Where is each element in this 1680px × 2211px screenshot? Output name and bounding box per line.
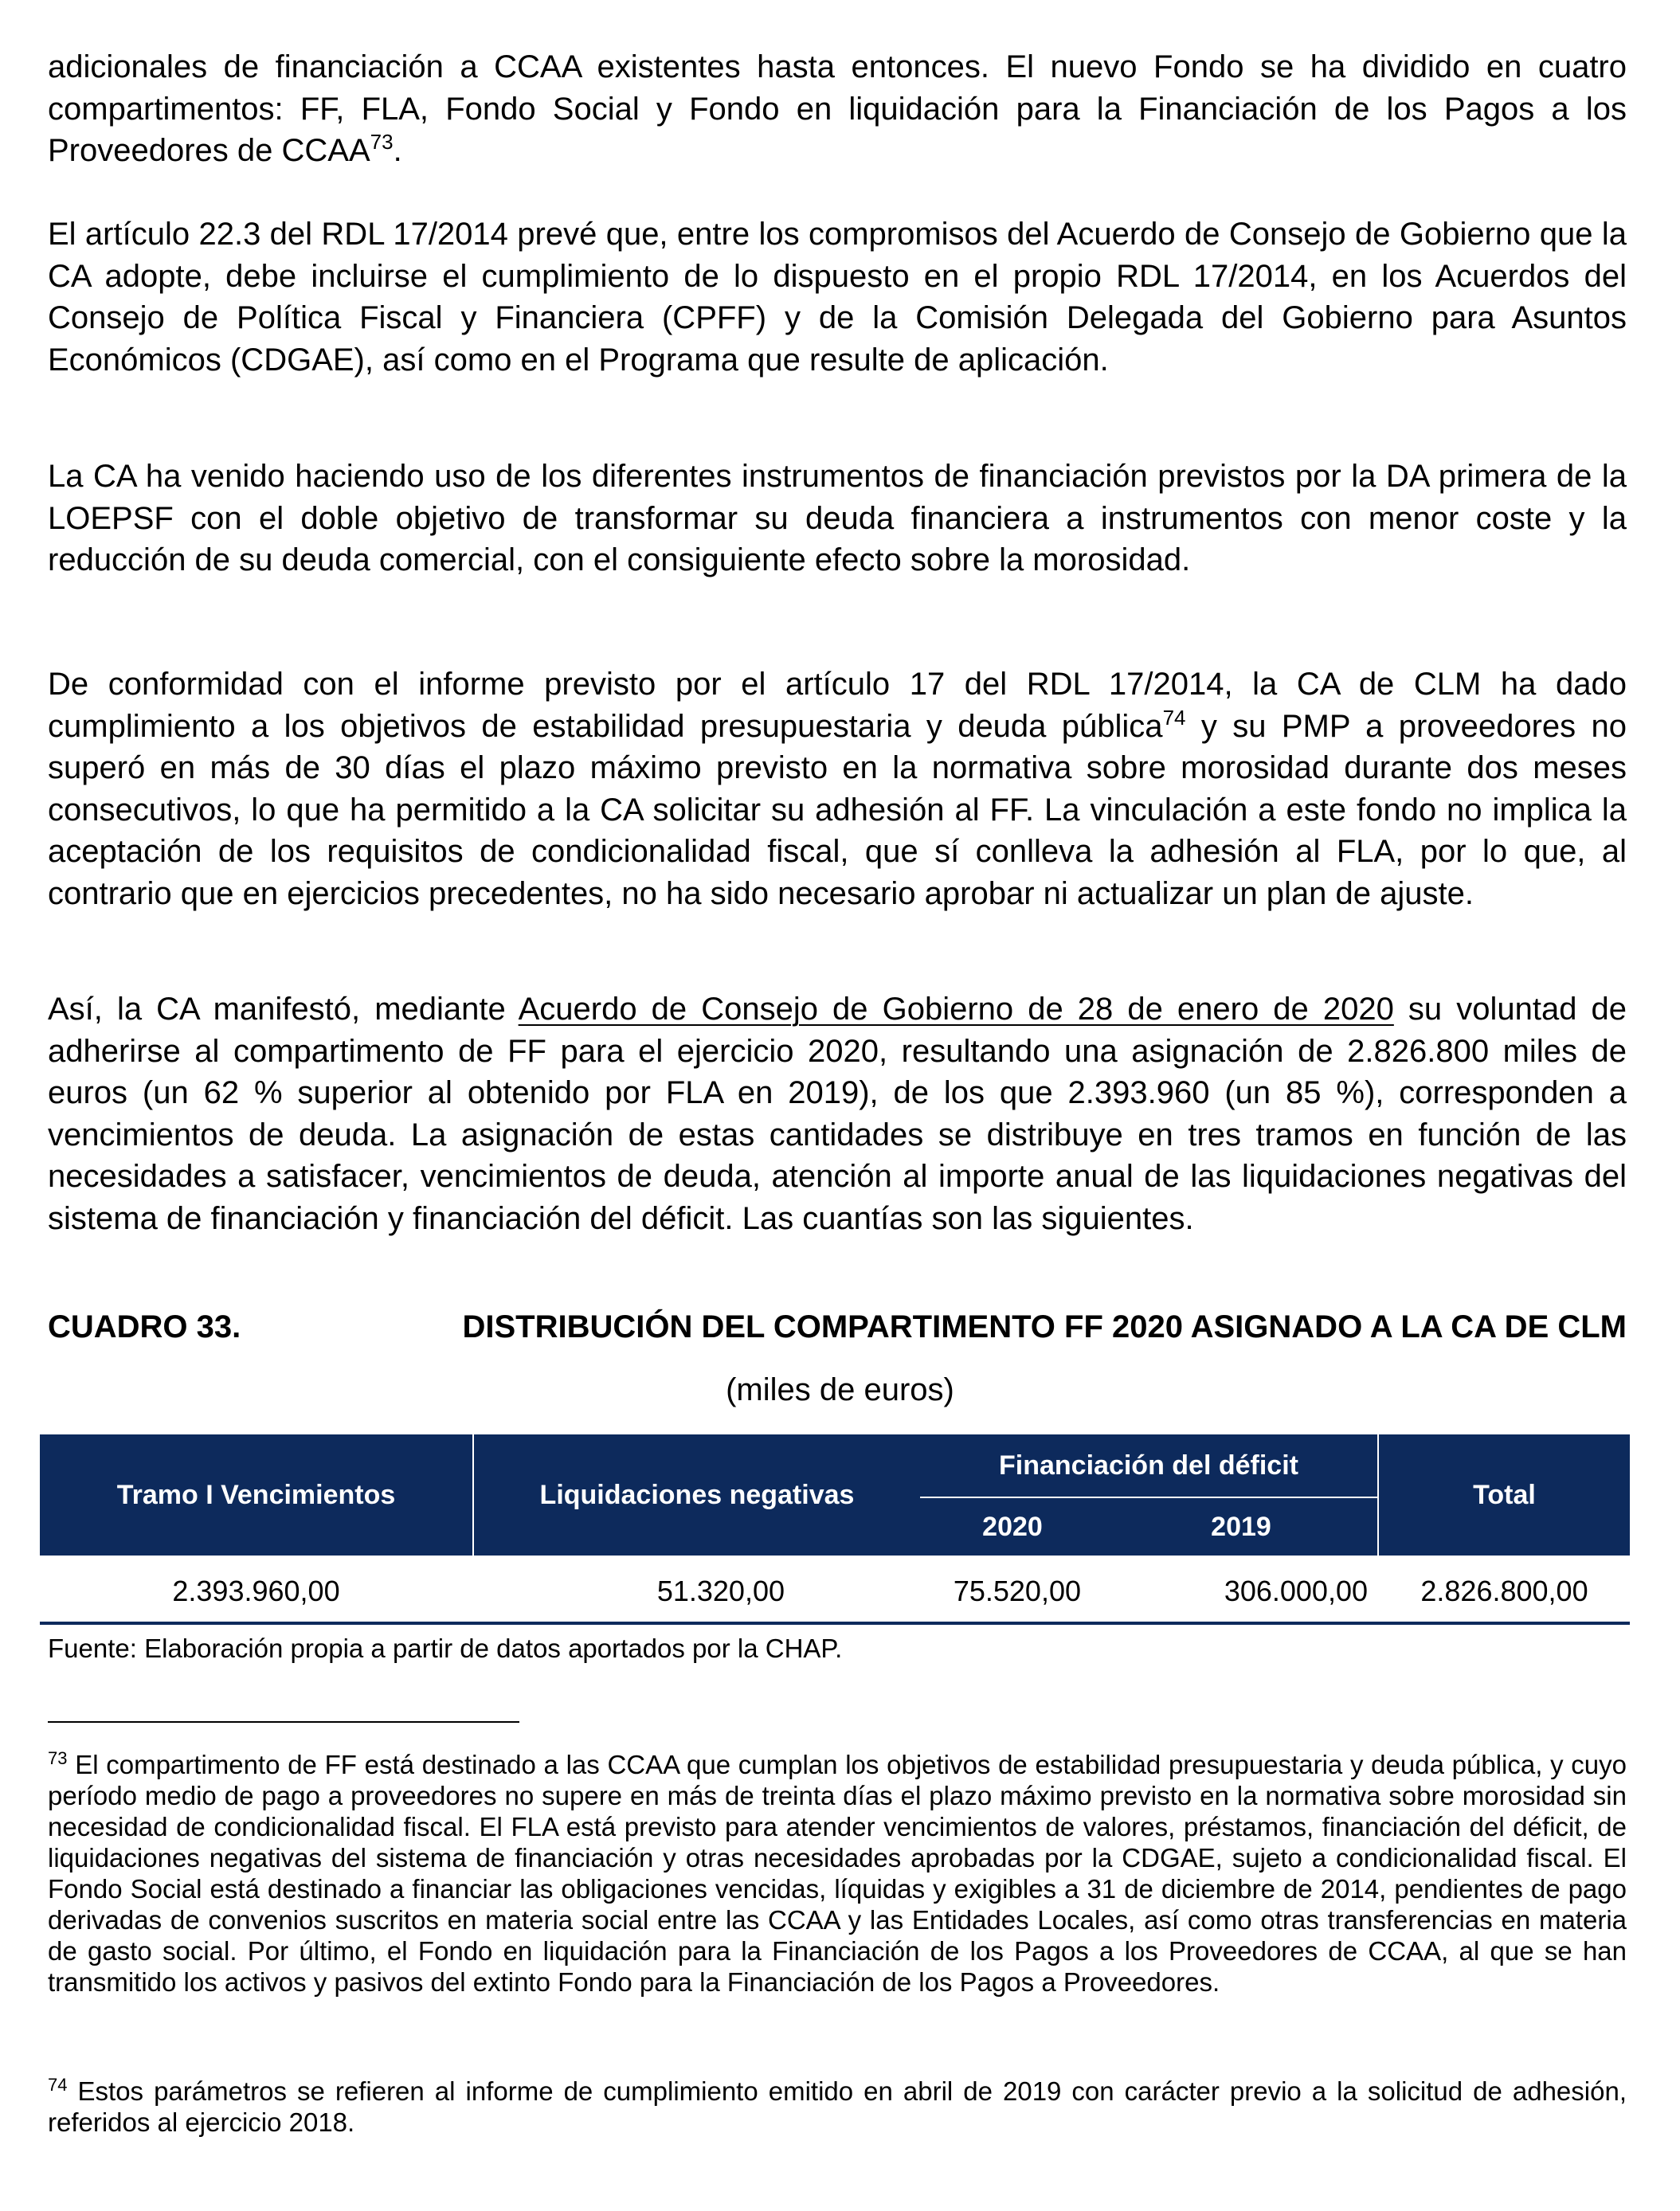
footnote-ref-73[interactable]: 73: [370, 130, 394, 154]
paragraph-articulo-22: El artículo 22.3 del RDL 17/2014 prevé que, entre los compromisos del Acuerdo de Consejo de Gobierno que la CA adopte, debe incluirse el cumplimiento de lo dispuesto en el propio RDL 17/2014, en los Acuerdos del Consejo de Política Fiscal y Financiera (CPFF) y de la Comisión Delegada del Gobierno para Asuntos Económicos (CDGAE), así como en el Programa que resulte de aplicación.: [48, 217, 1627, 378]
footnote-separator: [48, 1721, 519, 1723]
header-year-2019: 2019: [1211, 1511, 1271, 1542]
table-number: CUADRO 33.: [48, 1309, 241, 1344]
header-liquidaciones-negativas: Liquidaciones negativas: [539, 1479, 855, 1510]
table-header: [40, 1434, 1630, 1556]
header-tramo-vencimientos: Tramo I Vencimientos: [116, 1479, 396, 1510]
paragraph-fondo-compartimentos: adicionales de financiación a CCAA existentes hasta entonces. El nuevo Fondo se ha dividido en cuatro compartimentos: FF, FLA, Fondo Social y Fondo en liquidación para la Financiación de los Pagos a los Proveedores de CCAA$^{73}$.: [48, 49, 1627, 168]
cell-tramo-vencimientos: 2.393.960,00: [172, 1575, 340, 1607]
table-row: [40, 1559, 1630, 1623]
paragraph-instrumentos-financiacion: La CA ha venido haciendo uso de los diferentes instrumentos de financiación previstos por la DA primera de la LOEPSF con el doble objetivo de transformar su deuda financiera a instrumentos con menor coste y la reducción de su deuda comercial, con el consiguiente efecto sobre la morosidad.: [48, 459, 1627, 577]
table-bottom-rule: [40, 1622, 1630, 1625]
table-subtitle: (miles de euros): [726, 1372, 954, 1407]
table-title-text: DISTRIBUCIÓN DEL COMPARTIMENTO FF 2020 ASIGNADO A LA CA DE CLM: [462, 1309, 1627, 1344]
header-financiacion-deficit: Financiación del déficit: [999, 1450, 1298, 1481]
footnote-number: 73: [48, 1748, 68, 1768]
footnote-74: $^{74}$ Estos parámetros se refieren al informe de cumplimiento emitido en abril de 2019 con carácter previo a la solicitud de adhesión, referidos al ejercicio 2018.: [48, 2075, 1627, 2137]
header-total: Total: [1473, 1479, 1536, 1510]
acuerdo-consejo-link[interactable]: Acuerdo de Consejo de Gobierno de 28 de enero de 2020: [518, 992, 1394, 1027]
cell-financiacion-2020: 75.520,00: [953, 1575, 1081, 1607]
cell-financiacion-2019: 306.000,00: [1224, 1575, 1368, 1607]
cell-liquidaciones-negativas: 51.320,00: [656, 1575, 785, 1607]
paragraph-conformidad-informe: De conformidad con el informe previsto por el artículo 17 del RDL 17/2014, la CA de CLM ha dado cumplimiento a los objetivos de estabilidad presupuestaria y deuda pública$^{74}$ y su PMP a proveedores no superó en más de 30 días el plazo máximo previsto en la normativa sobre morosidad durante dos meses consecutivos, lo que ha permitido a la CA solicitar su adhesión al FF. La vinculación a este fondo no implica la aceptación de los requisitos de condicionalidad fiscal, que sí conlleva la adhesión al FLA, por lo que, al contrario que en ejercicios precedentes, no ha sido necesario aprobar ni actualizar un plan de ajuste.: [48, 667, 1627, 911]
footnote-number: 74: [48, 2075, 68, 2095]
cell-total: 2.826.800,00: [1420, 1575, 1588, 1607]
footnote-73: $^{73}$ El compartimento de FF está destinado a las CCAA que cumplan los objetivos de estabilidad presupuestaria y deuda pública, y cuyo período medio de pago a proveedores no supere en más de treinta días el plazo máximo previsto en la normativa sobre morosidad sin necesidad de condicionalidad fiscal. El FLA está previsto para atender vencimientos de valores, préstamos, financiación del déficit, de liquidaciones negativas del sistema de financiación y otras necesidades aprobadas por la CDGAE, sujeto a condicionalidad fiscal. El Fondo Social está destinado a financiar las obligaciones vencidas, líquidas y exigibles a 31 de diciembre de 2014, pendientes de pago derivadas de convenios suscritos en materia social entre las CCAA y las Entidades Locales, así como otras transferencias en materia de gasto social. Por último, el Fondo en liquidación para la Financiación de los Pagos a los Proveedores de CCAA, al que se han transmitido los activos y pasivos del extinto Fondo para la Financiación de los Pagos a Proveedores.: [48, 1748, 1627, 1997]
paragraph-acuerdo-consejo: Así, la CA manifestó, mediante Acuerdo de Consejo de Gobierno de 28 de enero de 2020 su voluntad de adherirse al compartimento de FF para el ejercicio 2020, resultando una asignación de 2.826.800 miles de euros (un 62 % superior al obtenido por FLA en 2019), de los que 2.393.960 (un 85 %), corresponden a vencimientos de deuda. La asignación de estas cantidades se distribuye en tres tramos en función de las necesidades a satisfacer, vencimientos de deuda, atención al importe anual de las liquidaciones negativas del sistema de financiación y financiación del déficit. Las cuantías son las siguientes.: [48, 992, 1627, 1236]
table-title: [48, 1306, 1627, 1348]
header-year-2020: 2020: [982, 1511, 1043, 1542]
footnote-ref-74[interactable]: 74: [1162, 705, 1186, 730]
table-source: Fuente: Elaboración propia a partir de datos aportados por la CHAP.: [48, 1634, 843, 1663]
